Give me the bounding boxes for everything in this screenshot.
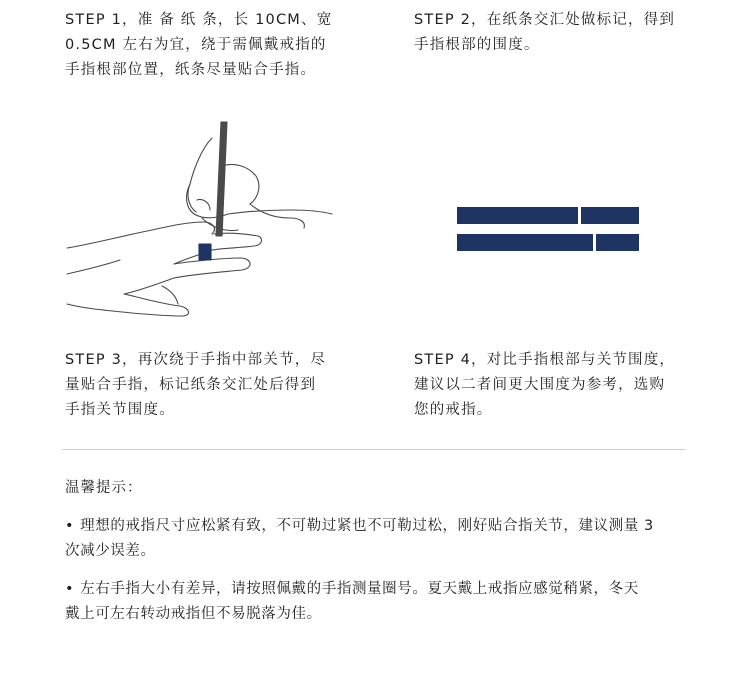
step-3-line: 量贴合手指，标记纸条交汇处后得到 — [65, 377, 317, 393]
tip-item — [65, 577, 690, 627]
pen-icon — [216, 122, 227, 236]
step-2-text — [414, 8, 675, 58]
step-1-text — [65, 8, 332, 83]
marked-paper-strips-illustration — [457, 207, 639, 253]
step-2-line: STEP 2，在纸条交汇处做标记，得到 — [414, 12, 676, 28]
bullet-icon: • — [65, 518, 75, 534]
step-1-line: STEP 1，准 备 纸 条，长 10CM、宽 — [65, 12, 333, 28]
step-4-line: 建议以二者间更大围度为参考，选购 — [414, 377, 666, 393]
tip-line: 次减少误差。 — [65, 543, 156, 559]
paper-strip-joint — [457, 234, 639, 251]
tips-title: 温馨提示： — [65, 480, 143, 496]
section-divider — [62, 449, 685, 450]
tip-line: 理想的戒指尺寸应松紧有致，不可勒过紧也不可勒过松，刚好贴合指关节，建议测量 3 — [80, 518, 654, 534]
step-3-line: 手指关节围度。 — [65, 402, 175, 418]
bullet-icon: • — [65, 581, 75, 597]
step-1-line: 手指根部位置，纸条尽量贴合手指。 — [65, 62, 317, 78]
step-4-text — [414, 348, 675, 423]
step-3-text — [65, 348, 326, 423]
paper-strip-root — [457, 207, 639, 224]
strip-mark — [593, 234, 596, 251]
hand-wrapping-paper-strip-illustration — [62, 118, 337, 323]
step-4-line: 您的戒指。 — [414, 402, 493, 418]
step-4-line: STEP 4，对比手指根部与关节围度， — [414, 352, 676, 368]
tip-line: 左右手指大小有差异，请按照佩戴的手指测量圈号。夏天戴上戒指应感觉稍紧，冬天 — [80, 581, 639, 597]
step-2-line: 手指根部的围度。 — [414, 37, 540, 53]
step-3-line: STEP 3，再次绕于手指中部关节，尽 — [65, 352, 327, 368]
strip-mark — [578, 207, 581, 224]
tip-item — [65, 514, 690, 564]
tip-line: 戴上可左右转动戒指但不易脱落为佳。 — [65, 606, 322, 622]
step-1-line: 0.5CM 左右为宜，绕于需佩戴戒指的 — [65, 37, 327, 53]
paper-strip-on-finger — [199, 244, 211, 260]
